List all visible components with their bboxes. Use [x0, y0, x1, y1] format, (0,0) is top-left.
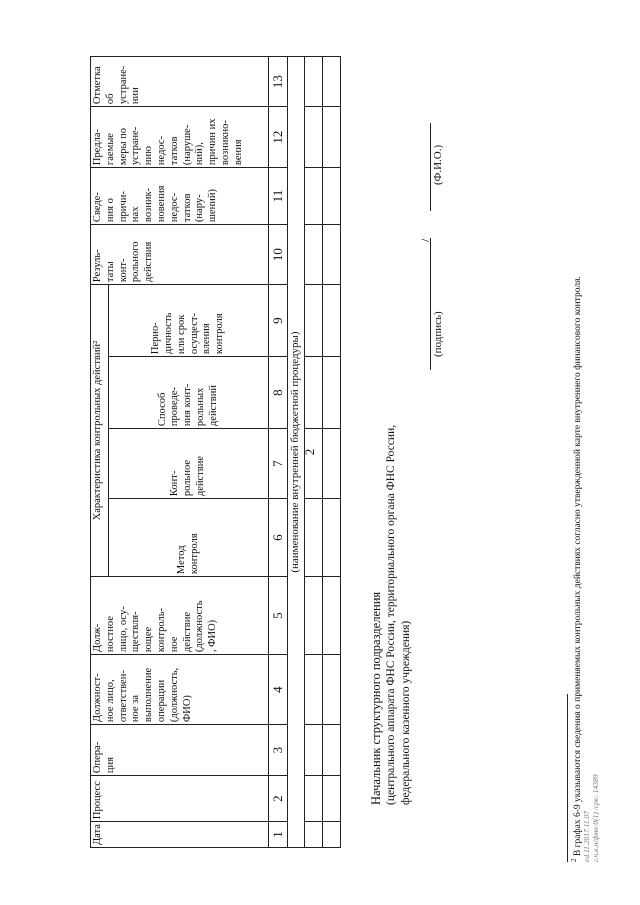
table-cell [322, 725, 340, 776]
col-number: 8 [269, 357, 288, 429]
signature-title-line3: федерального казенного учреждения) [400, 620, 413, 805]
col-number: 2 [269, 776, 288, 822]
col-action-header: Конт- рольное действие [109, 429, 269, 499]
table-cell [322, 499, 340, 577]
signature-caption: (подпись) [432, 311, 444, 357]
table-cell [304, 429, 322, 499]
footnote-marker: 2 [570, 858, 578, 862]
name-caption: (Ф.И.О.) [432, 144, 444, 185]
page-number: 2 [302, 448, 317, 456]
col-way-header: Способ проведе- ния конт- рольных действий [109, 357, 269, 429]
signature-block [368, 425, 414, 805]
table-cell [304, 655, 322, 725]
col-number: 5 [269, 577, 288, 655]
table-cell [322, 225, 340, 285]
col-responsible-header: Должност- ное лицо, ответствен- ное за выполнение операции (должность, ФИО) [91, 655, 269, 725]
col-executor-header: Долж- ностное лицо, осу- ществля- ющее контроль- ное действие (должность , ФИО) [91, 577, 269, 655]
table-cell [304, 776, 322, 822]
col-characteristics-header: Характеристика контрольных действий² [91, 285, 109, 577]
col-number: 10 [269, 225, 288, 285]
col-measures-header: Предла- гаемые меры по устране- нию недос- татков (наруше- ний), причин их возникно- вения [91, 107, 269, 168]
col-mark-header: Отметка об устране- нии [91, 57, 269, 107]
table-cell [304, 725, 322, 776]
control-journal-table [90, 56, 341, 848]
table-cell [322, 776, 340, 822]
procedure-name-row [287, 57, 304, 848]
col-number: 3 [269, 725, 288, 776]
table-cell [304, 822, 322, 848]
table-cell [304, 57, 322, 107]
col-causes-header: Сведе- ния о причи- нах возник- новения недос- татков (нару- шений) [91, 168, 269, 225]
col-number: 11 [269, 168, 288, 225]
table-row [304, 57, 322, 848]
signature-title-line1: Начальник структурного подразделения [369, 591, 383, 805]
signature-separator: / [418, 238, 432, 242]
table-cell [322, 357, 340, 429]
col-method-header: Метод контроля [109, 499, 269, 577]
col-number: 4 [269, 655, 288, 725]
document-stamp [582, 774, 600, 862]
signature-line [430, 238, 431, 370]
name-line [430, 123, 431, 211]
col-process-header: Процесс [91, 776, 269, 822]
table-cell [322, 429, 340, 499]
signature-title-line2: (центрального аппарата ФНС России, территориального органа ФНС России, [385, 424, 398, 805]
col-number: 7 [269, 429, 288, 499]
table-row [322, 57, 340, 848]
stamp-line2: г.ч.к.н/фмн:0(1) /срк: 14389 [591, 774, 600, 862]
col-date-header: Дата [91, 822, 269, 848]
table-cell [304, 499, 322, 577]
col-number: 12 [269, 107, 288, 168]
col-number: 9 [269, 285, 288, 357]
table-cell [322, 57, 340, 107]
table-cell [304, 107, 322, 168]
footnote-text: В графах 6-9 указываются сведения о применяемых контрольных действиях согласно утвержденной карте внутреннего финансового контроля. [573, 276, 584, 859]
col-results-header: Резуль- таты конт- рольного действия [91, 225, 269, 285]
table-cell [304, 577, 322, 655]
table-cell [322, 577, 340, 655]
table-cell [304, 225, 322, 285]
col-number: 6 [269, 499, 288, 577]
header-row [91, 57, 109, 848]
col-period-header: Перио- дичность или срок осущест- вления контроля [109, 285, 269, 357]
footnote-divider [567, 694, 568, 862]
col-number: 13 [269, 57, 288, 107]
col-number: 1 [269, 822, 288, 848]
table-cell [322, 655, 340, 725]
column-numbers-row [269, 57, 288, 848]
table-cell [322, 822, 340, 848]
table-cell [322, 168, 340, 225]
table-cell [304, 285, 322, 357]
procedure-name-caption: (наименование внутренней бюджетной процедуры) [287, 57, 304, 848]
table-cell [304, 357, 322, 429]
table-cell [322, 285, 340, 357]
col-operation-header: Опера- ция [91, 725, 269, 776]
table-cell [304, 168, 322, 225]
table-cell [322, 107, 340, 168]
stamp-line1: ed.11.2017.11.07 [582, 811, 591, 862]
